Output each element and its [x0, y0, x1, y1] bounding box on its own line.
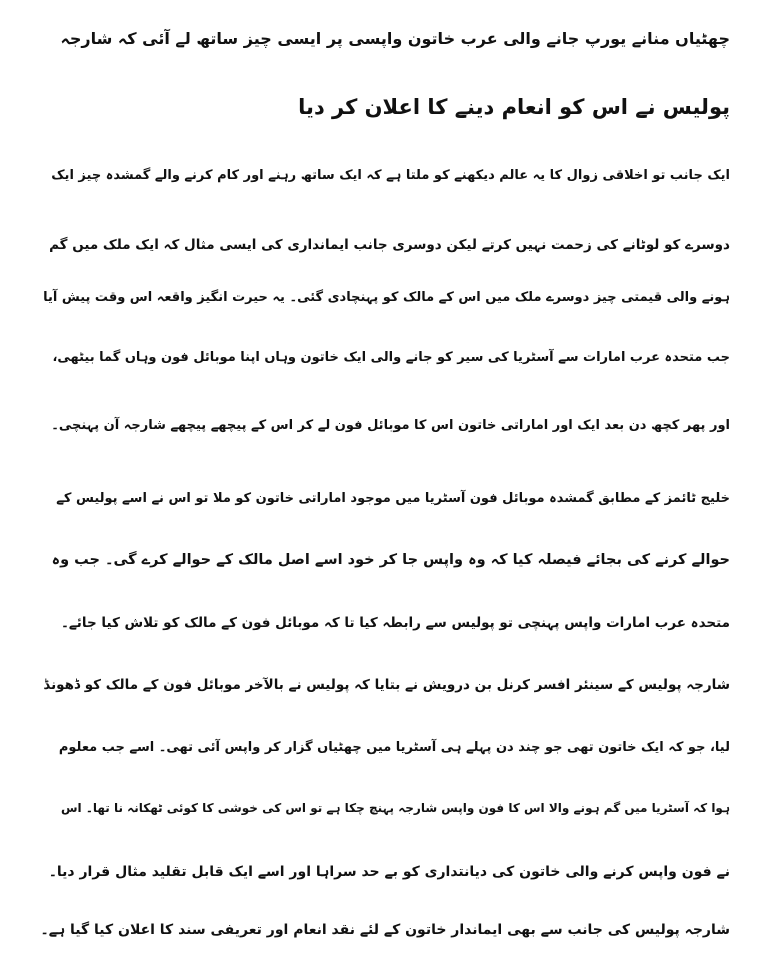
body-line: نے فون واپس کرنے والی خاتون کی دیانتداری کو بے حد سراہا اور اسے ایک قابل تقلید مثال قرار دیا۔: [48, 864, 730, 880]
body-line: حوالے کرنے کی بجائے فیصلہ کیا کہ وہ واپس جا کر خود اسے اصل مالک کے حوالے کرے گی۔ جب وہ: [51, 552, 730, 568]
body-line: دوسرے کو لوٹانے کی زحمت نہیں کرتے لیکن دوسری جانب ایمانداری کی ایسی مثال کہ ایک ملک میں گم: [49, 237, 730, 253]
body-line: ہونے والی قیمتی چیز دوسرے ملک میں اس کے مالک کو پہنچادی گئی۔ یہ حیرت انگیز واقعہ اس وقت پیش آیا: [43, 290, 730, 305]
body-line: شارجہ پولیس کی جانب سے بھی ایماندار خاتون کے لئے نقد انعام اور تعریفی سند کا اعلان کیا گیا ہے۔: [40, 922, 730, 938]
headline-line: چھٹیاں منانے یورپ جانے والی عرب خاتون واپسی پر ایسی چیز ساتھ لے آئی کہ شارجہ: [60, 29, 730, 48]
body-line: متحدہ عرب امارات واپس پہنچی تو پولیس سے رابطہ کیا تا کہ موبائل فون کے مالک کو تلاش کیا جائے۔: [60, 615, 730, 631]
headline-line: پولیس نے اس کو انعام دینے کا اعلان کر دیا: [298, 95, 730, 119]
body-line: ہوا کہ آسٹریا میں گم ہونے والا اس کا فون واپس شارجہ پہنچ چکا ہے تو اس کی خوشی کا کوئی ٹھکانہ نا تھا۔ اس: [60, 801, 730, 815]
body-line: ایک جانب تو اخلاقی زوال کا یہ عالم دیکھنے کو ملتا ہے کہ ایک ساتھ رہنے اور کام کرنے والے گمشدہ چیز ایک: [51, 168, 730, 183]
body-line: خلیج ٹائمز کے مطابق گمشدہ موبائل فون آسٹریا میں موجود اماراتی خاتون کو ملا تو اس نے اسے پولیس کے: [56, 491, 730, 506]
body-line: جب متحدہ عرب امارات سے آسٹریا کی سیر کو جانے والی ایک خاتون وہاں اپنا موبائل فون وہاں گما بیٹھی،: [52, 350, 730, 365]
body-line: شارجہ پولیس کے سینئر افسر کرنل بن درویش نے بتایا کہ پولیس نے بالآخر موبائل فون کے مالک کو ڈھونڈ: [43, 677, 730, 693]
body-line: لیا، جو کہ ایک خاتون تھی جو چند دن پہلے ہی آسٹریا میں چھٹیاں گزار کر واپس آئی تھی۔ اسے جب معلوم: [58, 740, 730, 755]
body-line: اور پھر کچھ دن بعد ایک اور اماراتی خاتون اس کا موبائل فون لے کر اس کے پیچھے پیچھے شارجہ آن پہنچی۔: [51, 418, 730, 433]
